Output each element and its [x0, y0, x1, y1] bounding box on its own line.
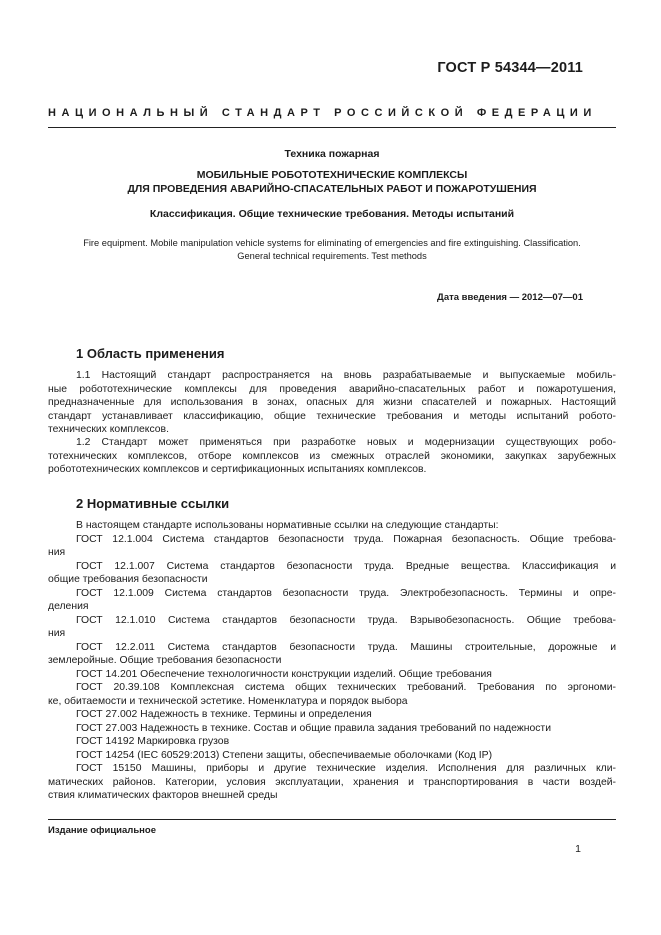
page-number: 1: [575, 843, 581, 855]
text-line: робототехнических комплексов и сертификационных испытаниях комплексов.: [48, 464, 427, 475]
national-standard-title: НАЦИОНАЛЬНЫЙ СТАНДАРТ РОССИЙСКОЙ ФЕДЕРАЦИИ: [48, 107, 597, 119]
header-divider: [48, 127, 616, 128]
main-title-line-1: МОБИЛЬНЫЕ РОБОТОТЕХНИЧЕСКИЕ КОМПЛЕКСЫ: [196, 169, 468, 181]
text-line: ГОСТ 12.1.004 Система стандартов безопасности труда. Пожарная безопасность. Общие требова-: [76, 533, 616, 545]
section-heading-normative-references: 2 Нормативные ссылки: [76, 496, 230, 511]
text-line: технических комплексов.: [48, 424, 169, 435]
text-line: ные робототехнические комплексы для проведения аварийно-спасательных работ и пожаротушения,: [48, 383, 616, 395]
paragraph-1-1: [48, 369, 616, 437]
text-line: ГОСТ 27.003 Надежность в технике. Состав и общие правила задания требований по надежности: [76, 722, 551, 734]
text-line: В настоящем стандарте использованы нормативные ссылки на следующие стандарты:: [76, 520, 499, 531]
text-line: ГОСТ 12.1.010 Система стандартов безопасности труда. Взрывобезопасность. Общие требова-: [76, 614, 616, 626]
text-line: ГОСТ 12.1.009 Система стандартов безопасности труда. Электробезопасность. Термины и опре-: [76, 587, 616, 599]
section-heading-scope: 1 Область применения: [76, 346, 225, 361]
introduction-date: Дата введения — 2012—07—01: [437, 292, 583, 303]
text-line: ния: [48, 547, 66, 558]
text-line: ГОСТ 14254 (IEC 60529:2013) Степени защиты, обеспечиваемые оболочками (Код IP): [76, 749, 493, 761]
text-line: землеройные. Общие требования безопасности: [48, 655, 282, 666]
document-code: ГОСТ Р 54344—2011: [437, 60, 583, 76]
text-line: 1.1 Настоящий стандарт распространяется на вновь разрабатываемые и выпускаемые мобиль-: [76, 370, 616, 381]
text-line: деления: [48, 601, 89, 612]
normative-references-list: [48, 519, 616, 803]
text-line: ГОСТ 15150 Машины, приборы и другие технические изделия. Исполнения для различных кли-: [76, 763, 616, 774]
english-title-line-2: General technical requirements. Test methods: [237, 251, 427, 261]
text-line: ГОСТ 14192 Маркировка грузов: [76, 736, 230, 747]
official-edition-label: Издание официальное: [48, 825, 156, 836]
footer-divider: [48, 819, 616, 820]
text-line: ГОСТ 27.002 Надежность в технике. Термины и определения: [76, 709, 372, 720]
scope-subtitle: Классификация. Общие технические требования. Методы испытаний: [149, 208, 515, 220]
text-line: матических районов. Категории, условия эксплуатации, хранения и транспортирования в части воздей-: [48, 776, 616, 788]
english-title-line-1: Fire equipment. Mobile manipulation vehicle systems for eliminating of emergencies and fire extinguishing. Classification.: [83, 238, 581, 248]
text-line: ГОСТ 12.2.011 Система стандартов безопасности труда. Машины строительные, дорожные и: [76, 641, 616, 653]
text-line: ГОСТ 12.1.007 Система стандартов безопасности труда. Вредные вещества. Классификация и: [76, 560, 616, 572]
subject-subtitle: Техника пожарная: [284, 148, 380, 160]
text-line: ния: [48, 628, 66, 639]
text-line: тотехнических комплексов, отборе комплексов из смежных отраслей экономики, закупках зарубежных: [48, 450, 616, 462]
text-line: предназначенные для использования в зонах, опасных для жизни спасателей и пожарных. Настоящий: [48, 397, 616, 408]
paragraph-1-2: [48, 436, 616, 477]
text-line: ке, обитаемости и технической эстетике. Номенклатура и порядок выбора: [48, 695, 408, 707]
main-title-line-2: ДЛЯ ПРОВЕДЕНИЯ АВАРИЙНО-СПАСАТЕЛЬНЫХ РАБОТ И ПОЖАРОТУШЕНИЯ: [127, 183, 537, 195]
text-line: стандарт устанавливает классификацию, общие технические требования и методы испытаний робото-: [48, 410, 616, 422]
text-line: общие требования безопасности: [48, 574, 208, 585]
text-line: 1.2 Стандарт может применяться при разработке новых и модернизации существующих робо-: [76, 437, 616, 448]
text-line: ствия климатических факторов внешней среды: [48, 790, 278, 801]
text-line: ГОСТ 20.39.108 Комплексная система общих технических требований. Требования по эргономи-: [76, 682, 616, 693]
text-line: ГОСТ 14.201 Обеспечение технологичности конструкции изделий. Общие требования: [76, 668, 492, 680]
